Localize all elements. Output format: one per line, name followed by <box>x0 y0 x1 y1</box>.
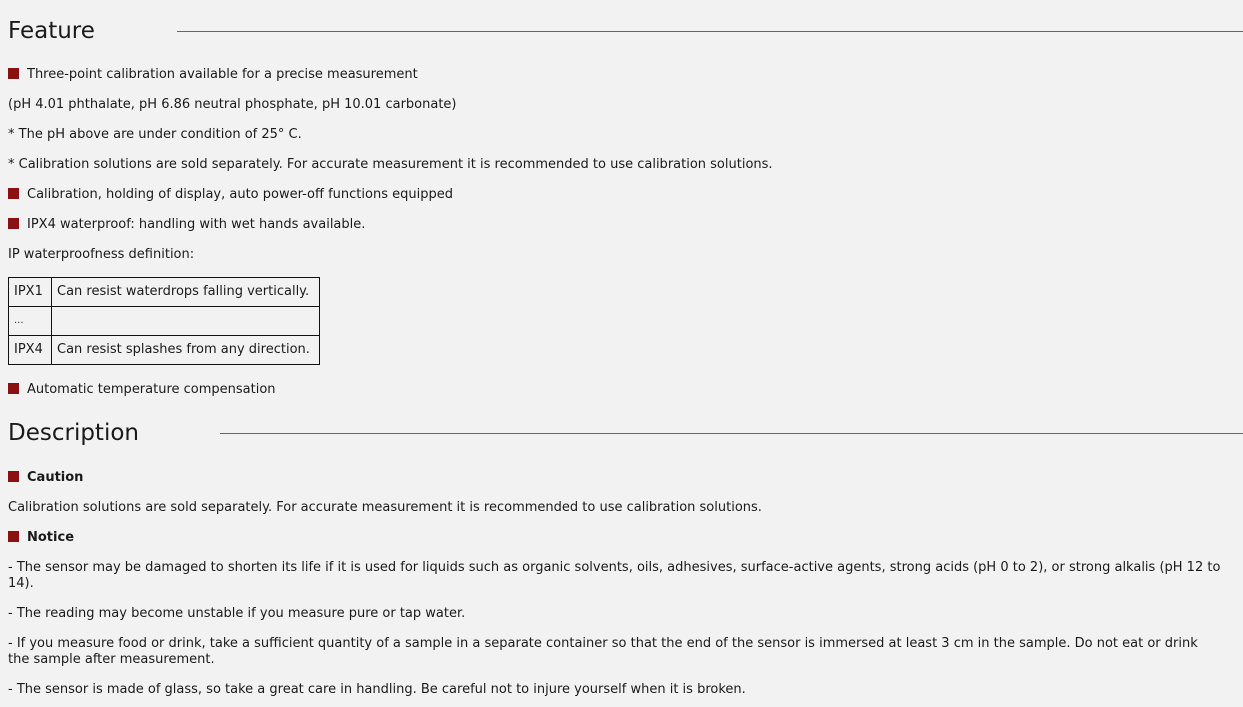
description-heading: Description <box>8 420 139 446</box>
ip-definition-table <box>8 277 320 365</box>
notice-title-text: Notice <box>27 530 75 545</box>
feature-heading: Feature <box>8 18 95 44</box>
bullet-square-icon <box>8 188 19 199</box>
feature-item-text: IPX4 waterproof: handling with wet hands available. <box>27 217 366 232</box>
table-row <box>9 307 320 336</box>
ip-code-cell: IPX1 <box>9 278 52 307</box>
table-row <box>9 336 320 365</box>
feature-heading-rule <box>177 31 1243 32</box>
notice-item: - The sensor is made of glass, so take a great care in handling. Be careful not to injure yourself when it is broken. <box>8 682 746 697</box>
notice-item: - The reading may become unstable if you measure pure or tap water. <box>8 606 466 621</box>
bullet-square-icon <box>8 68 19 79</box>
notice-title <box>8 530 74 546</box>
description-heading-rule <box>220 433 1243 434</box>
feature-item-temperature-compensation <box>8 382 276 398</box>
feature-item-text: Automatic temperature compensation <box>27 382 276 397</box>
ip-desc-cell: Can resist splashes from any direction. <box>52 336 320 365</box>
caution-title <box>8 470 83 486</box>
bullet-square-icon <box>8 531 19 542</box>
caution-text: Calibration solutions are sold separately. For accurate measurement it is recommended to use calibration solutions. <box>8 500 762 515</box>
temperature-note: * The pH above are under condition of 25° C. <box>8 127 302 142</box>
ip-definition-label: IP waterproofness definition: <box>8 247 195 262</box>
ip-code-cell: ... <box>9 307 52 336</box>
notice-item: - The sensor may be damaged to shorten its life if it is used for liquids such as organic solvents, oils, adhesives, surface-active agents, strong acids (pH 0 to 2), or strong alkalis (pH 12 to 14). <box>8 560 1221 591</box>
notice-item: - If you measure food or drink, take a sufficient quantity of a sample in a separate container so that the end of the sensor is immersed at least 3 cm in the sample. Do not eat or drink the sample after measurement. <box>8 636 1198 667</box>
table-row <box>9 278 320 307</box>
feature-item-text: Calibration, holding of display, auto power-off functions equipped <box>27 187 453 202</box>
ph-values-line: (pH 4.01 phthalate, pH 6.86 neutral phosphate, pH 10.01 carbonate) <box>8 97 457 112</box>
solutions-note: * Calibration solutions are sold separately. For accurate measurement it is recommended to use calibration solutions. <box>8 157 773 172</box>
bullet-square-icon <box>8 471 19 482</box>
ip-code-cell: IPX4 <box>9 336 52 365</box>
feature-item-waterproof <box>8 217 365 233</box>
feature-item-calibration <box>8 67 418 83</box>
feature-item-text: Three-point calibration available for a precise measurement <box>27 67 418 82</box>
ip-desc-cell <box>52 307 320 336</box>
ip-desc-cell: Can resist waterdrops falling vertically. <box>52 278 320 307</box>
caution-title-text: Caution <box>27 470 84 485</box>
feature-item-functions <box>8 187 453 203</box>
bullet-square-icon <box>8 218 19 229</box>
bullet-square-icon <box>8 383 19 394</box>
